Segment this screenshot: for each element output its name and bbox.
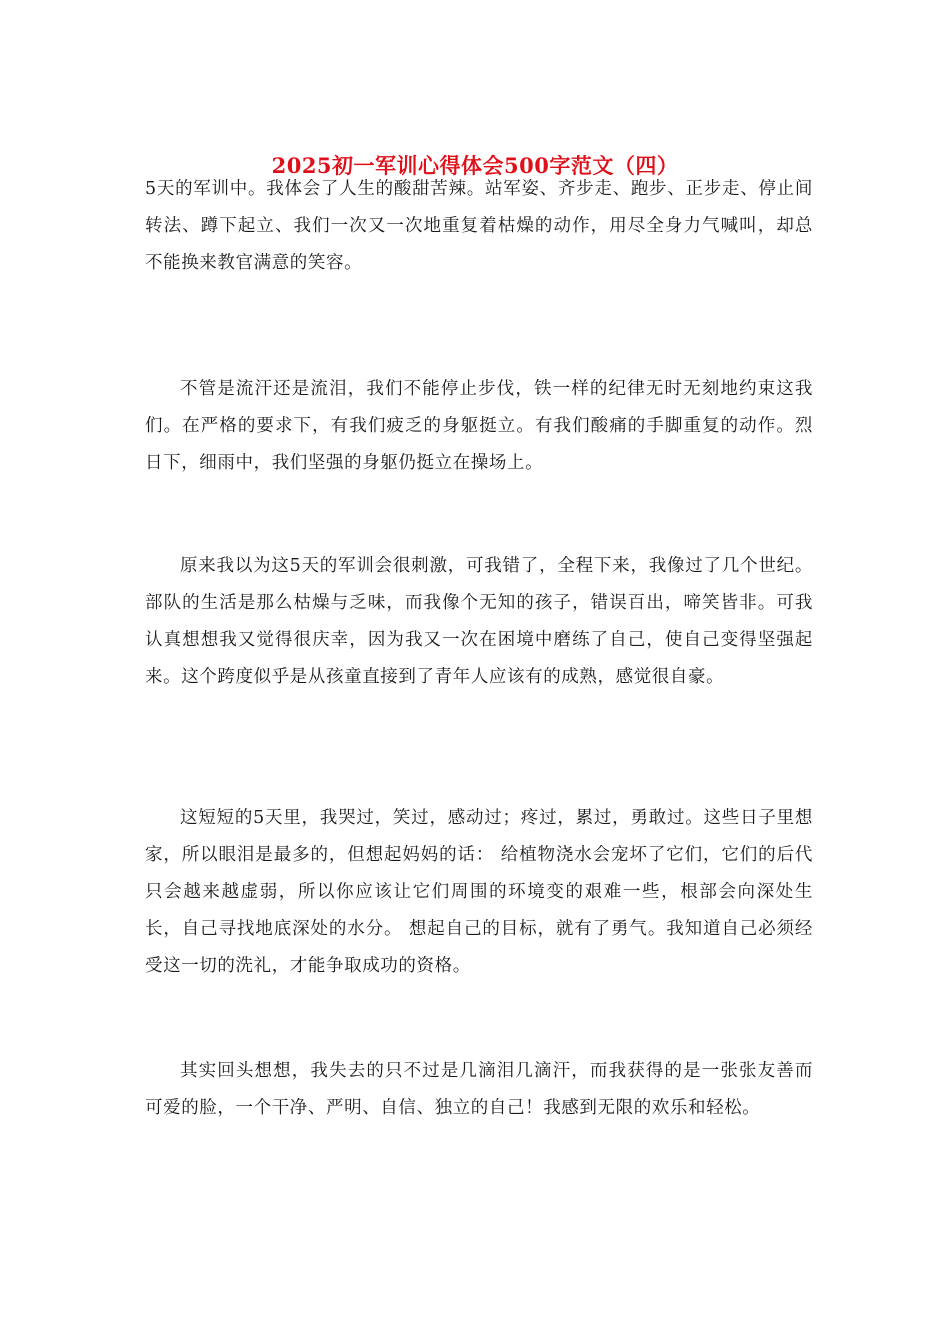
paragraph-1: 5天的军训中。我体会了人生的酸甜苦辣。站军姿、齐步走、跑步、正步走、停止间转法、蹲下起立、我们一次又一次地重复着枯燥的动作，用尽全身力气喊叫，却总不能换来教官满意的笑容。 xyxy=(145,179,813,273)
paragraph-2: 不管是流汗还是流泪，我们不能停止步伐，铁一样的纪律无时无刻地约束这我们。在严格的要求下，有我们疲乏的身躯挺立。有我们酸痛的手脚重复的动作。烈日下，细雨中，我们坚强的身躯仍挺立在操场上。 xyxy=(145,379,813,473)
document-title: 2025初一军训心得体会500字范文（四） xyxy=(271,153,679,178)
paragraph-5: 其实回头想想，我失去的只不过是几滴泪几滴汗，而我获得的是一张张友善而可爱的脸，一个干净、严明、自信、独立的自己！我感到无限的欢乐和轻松。 xyxy=(145,1061,813,1118)
paragraph-3: 原来我以为这5天的军训会很刺激，可我错了，全程下来，我像过了几个世纪。部队的生活是那么枯燥与乏味，而我像个无知的孩子，错误百出，啼笑皆非。可我认真想想我又觉得很庆幸，因为我又一次在困境中磨练了自己，使自己变得坚强起来。这个跨度似乎是从孩童直接到了青年人应该有的成熟，感觉很自豪。 xyxy=(145,556,813,687)
paragraph-4: 这短短的5天里，我哭过，笑过，感动过；疼过，累过，勇敢过。这些日子里想家，所以眼泪是最多的，但想起妈妈的话： 给植物浇水会宠坏了它们，它们的后代只会越来越虚弱，所以你应该让它们周围的环境变的艰难一些，根部会向深处生长，自己寻找地底深处的水分。 想起自己的目标，就有了勇气。我知道自己必须经受这一切的洗礼，才能争取成功的资格。 xyxy=(145,808,813,976)
